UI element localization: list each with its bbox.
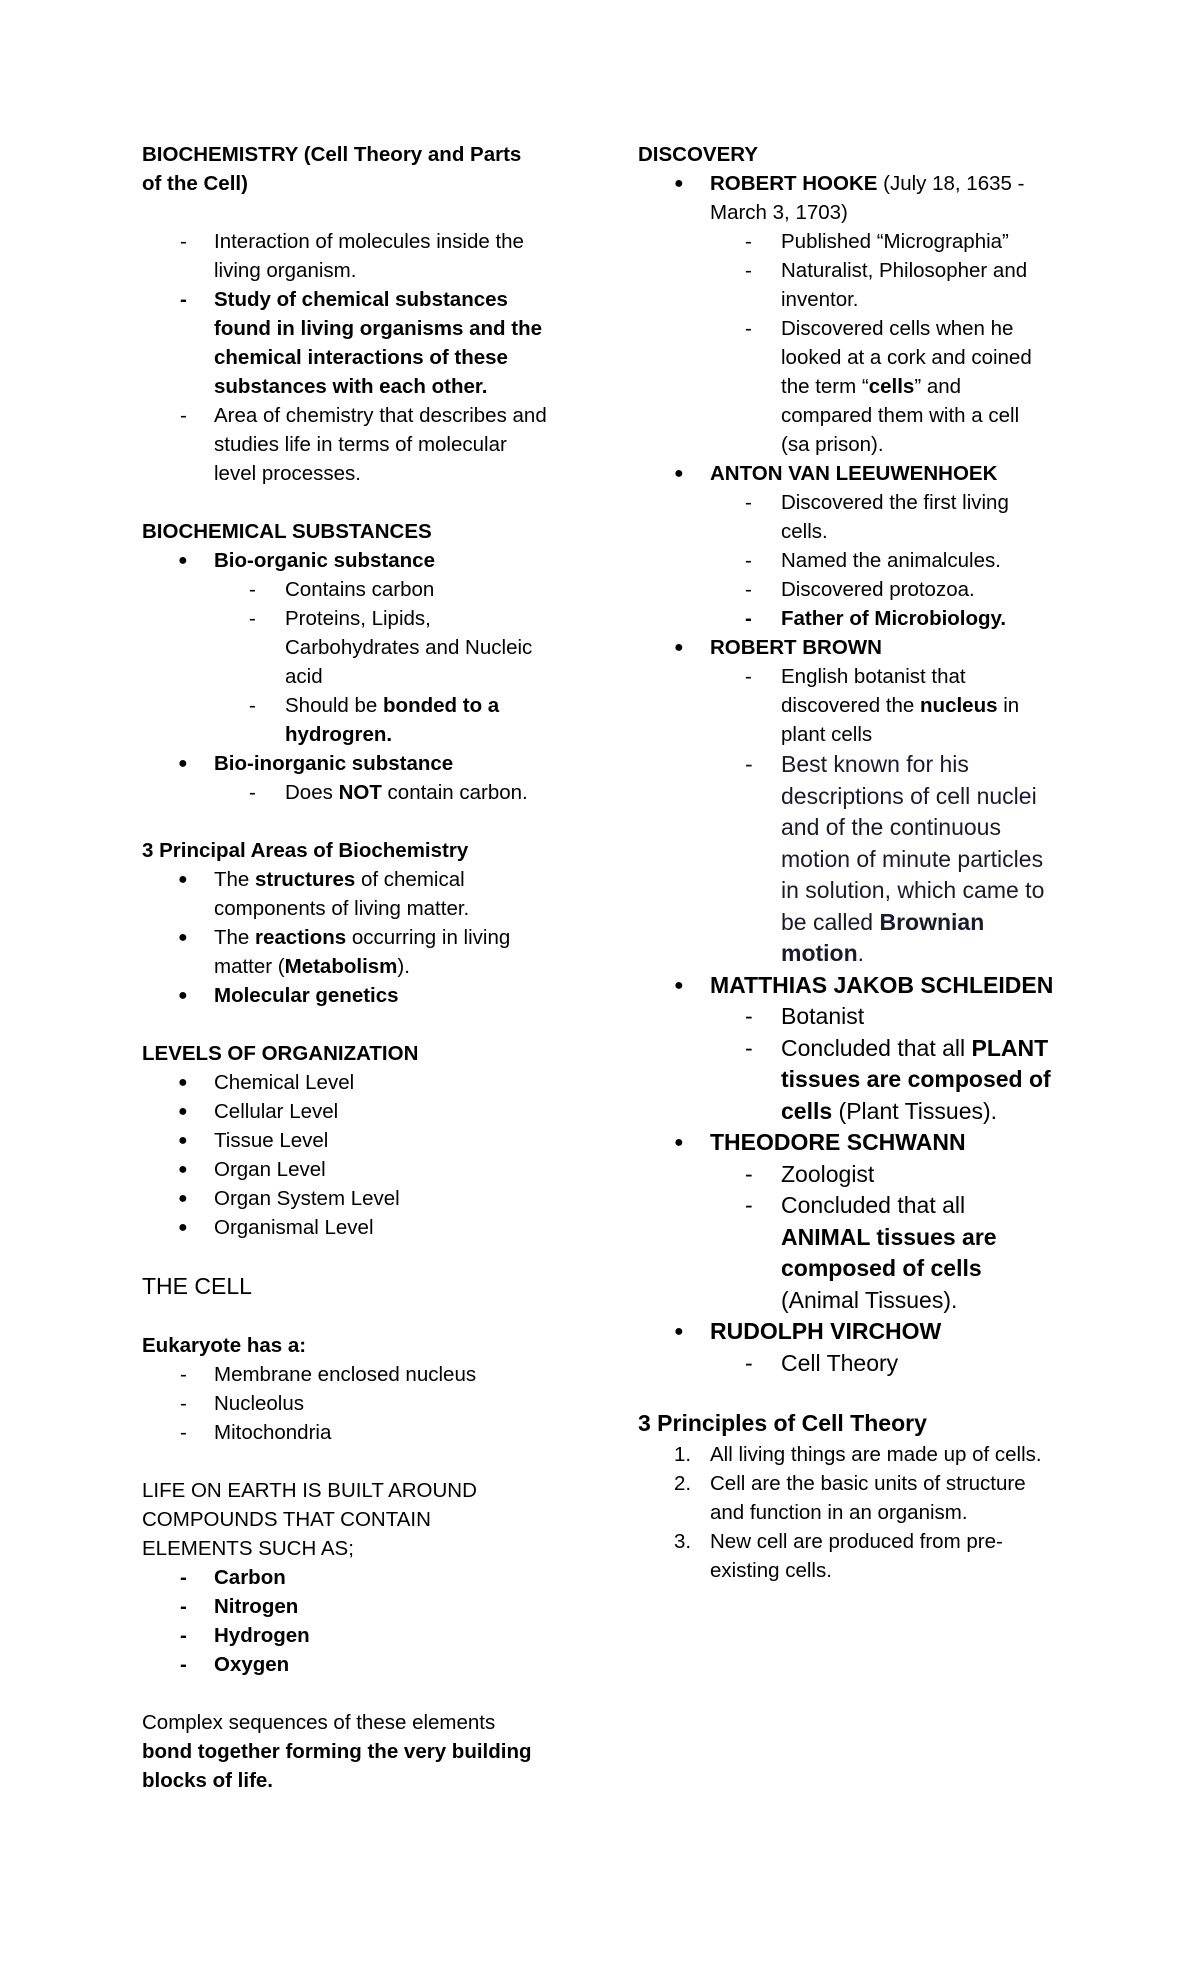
level-item: ● Tissue Level [178,1129,329,1152]
element-item: - Oxygen [180,1653,290,1676]
complex-sequences-text-3: blocks of life. [142,1769,273,1792]
area-item-2: ● The reactions occurring in living matter (Metabolism). [178,926,511,978]
leeuwenhoek-sub-2: - Named the animalcules. [745,549,1001,572]
page-title-line-1: BIOCHEMISTRY (Cell Theory and Parts [142,143,522,166]
principle-item-2: 2. Cell are the basic units of structure and function in an organism. [674,1471,1026,1524]
complex-sequences-text-1: Complex sequences of these elements [142,1711,496,1734]
area-item-1: ● The structures of chemical components of living matter. [178,868,470,920]
complex-sequences-text-2: bond together forming the very building [142,1740,532,1763]
definition-3: - Area of chemistry that describes and studies life in terms of molecular level processes. [180,404,547,485]
schleiden-item: ● MATTHIAS JAKOB SCHLEIDEN [674,971,1054,998]
element-item: - Carbon [180,1566,286,1589]
hooke-sub-1: - Published “Micrographia” [745,230,1009,253]
principal-areas-heading: 3 Principal Areas of Biochemistry [142,839,469,862]
eukaryote-item: - Nucleolus [180,1392,305,1415]
hooke-item: ● ROBERT HOOKE (July 18, 1635 - March 3, 1703) [674,172,1025,224]
level-item: ● Organ Level [178,1158,326,1181]
life-on-earth-text-1: LIFE ON EARTH IS BUILT AROUND [142,1479,477,1502]
left-column [142,140,572,1795]
right-column [638,140,1068,1585]
virchow-sub-1: - Cell Theory [745,1349,899,1376]
definition-2: - Study of chemical substances found in living organisms and the chemical interactions of these substances with each other. [180,288,543,398]
eukaryote-item: - Membrane enclosed nucleus [180,1363,477,1386]
definition-1: - Interaction of molecules inside the living organism. [180,230,524,282]
eukaryote-heading: Eukaryote has a: [142,1334,307,1357]
principle-item-1: 1. All living things are made up of cells. [674,1442,1042,1466]
the-cell-heading: THE CELL [142,1273,252,1299]
hooke-sub-2: - Naturalist, Philosopher and inventor. [745,259,1028,311]
discovery-heading: DISCOVERY [638,143,758,166]
virchow-item: ● RUDOLPH VIRCHOW [674,1318,942,1344]
element-item: - Hydrogen [180,1624,310,1647]
schwann-sub-2: - Concluded that all ANIMAL tissues are composed of cells (Animal Tissues). [745,1192,997,1313]
bio-organic-sub-3: - Should be bonded to a hydrogren. [249,694,500,746]
life-on-earth-text-2: COMPOUNDS THAT CONTAIN [142,1508,431,1531]
leeuwenhoek-sub-3: - Discovered protozoa. [745,578,975,601]
level-item: ● Cellular Level [178,1100,339,1123]
schwann-sub-1: - Zoologist [745,1160,875,1187]
schleiden-sub-2: - Concluded that all PLANT tissues are composed of cells (Plant Tissues). [745,1034,1051,1124]
bio-organic-sub-1: - Contains carbon [249,578,435,601]
brown-item: ● ROBERT BROWN [674,636,882,659]
leeuwenhoek-item: ● ANTON VAN LEEUWENHOEK [674,462,998,485]
eukaryote-item: - Mitochondria [180,1421,332,1444]
page-title-line-2: of the Cell) [142,172,248,195]
bio-inorganic-sub-1: - Does NOT contain carbon. [249,781,528,804]
bio-organic-sub-2: - Proteins, Lipids, Carbohydrates and Nucleic acid [249,607,533,688]
levels-heading: LEVELS OF ORGANIZATION [142,1042,419,1065]
level-item: ● Organismal Level [178,1216,374,1239]
principles-heading: 3 Principles of Cell Theory [638,1410,927,1436]
biochemical-substances-heading: BIOCHEMICAL SUBSTANCES [142,520,432,543]
element-item: - Nitrogen [180,1595,299,1618]
bio-inorganic-item: ● Bio-inorganic substance [178,752,454,775]
schleiden-sub-1: - Botanist [745,1003,865,1029]
bio-organic-item: ● Bio-organic substance [178,549,435,572]
area-item-3: ● Molecular genetics [178,984,399,1007]
leeuwenhoek-sub-1: - Discovered the first living cells. [745,491,1009,543]
life-on-earth-text-3: ELEMENTS SUCH AS; [142,1537,354,1560]
hooke-sub-3: - Discovered cells when he looked at a cork and coined the term “cells” and compared them with a cell (sa prison). [745,317,1032,456]
level-item: ● Chemical Level [178,1071,355,1094]
brown-sub-2: - Best known for his descriptions of cell nuclei and of the continuous motion of minute particles in solution, which came to be called Brownian motion. [745,751,1045,966]
schwann-item: ● THEODORE SCHWANN [674,1129,966,1155]
brown-sub-1: - English botanist that discovered the nucleus in plant cells [745,665,1020,746]
leeuwenhoek-sub-4: - Father of Microbiology. [745,607,1007,630]
level-item: ● Organ System Level [178,1187,400,1210]
principle-item-3: 3. New cell are produced from pre- existing cells. [674,1529,1003,1582]
